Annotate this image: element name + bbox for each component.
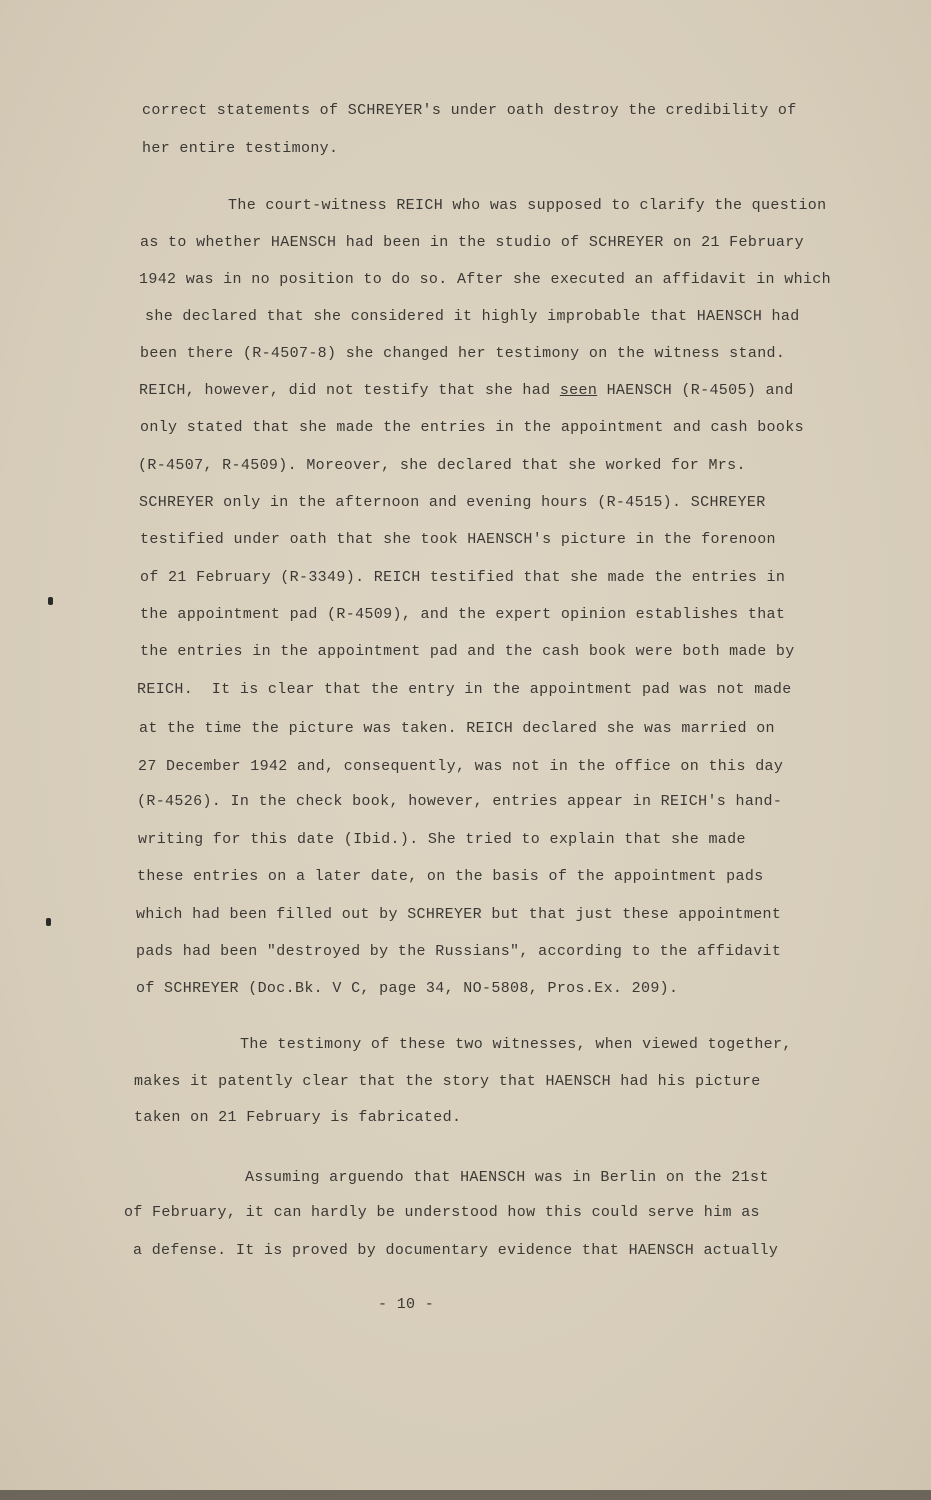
text-line: SCHREYER only in the afternoon and evening hours (R-4515). SCHREYER [139,494,766,511]
text-line: (R-4526). In the check book, however, entries appear in REICH's hand- [137,793,783,810]
text-line: testified under oath that she took HAENSCH's picture in the forenoon [140,531,776,548]
text-segment: REICH, however, did not testify that she had [139,382,560,399]
text-line: taken on 21 February is fabricated. [134,1109,462,1126]
text-segment: HAENSCH (R-4505) and [597,382,794,399]
text-line: only stated that she made the entries in the appointment and cash books [140,419,804,436]
page-number: - 10 - [378,1296,435,1313]
underlined-word: seen [559,382,598,399]
text-line: The testimony of these two witnesses, when viewed together, [240,1036,792,1053]
text-line: correct statements of SCHREYER's under oath destroy the credibility of [142,102,797,119]
text-line: of February, it can hardly be understood how this could serve him as [124,1204,760,1221]
punch-mark [46,918,51,926]
text-line: 27 December 1942 and, consequently, was not in the office on this day [138,758,784,775]
text-line: which had been filled out by SCHREYER but that just these appointment [136,906,782,923]
text-line [139,382,794,400]
page-bottom-edge [0,1490,931,1500]
text-line: the entries in the appointment pad and the cash book were both made by [140,643,795,660]
text-line: at the time the picture was taken. REICH declared she was married on [139,720,775,737]
text-line: been there (R-4507-8) she changed her testimony on the witness stand. [140,345,786,362]
text-line: as to whether HAENSCH had been in the studio of SCHREYER on 21 February [140,234,804,251]
text-line: Assuming arguendo that HAENSCH was in Berlin on the 21st [245,1169,769,1186]
text-line: The court-witness REICH who was supposed to clarify the question [228,197,827,214]
text-line: she declared that she considered it highly improbable that HAENSCH had [145,308,800,325]
text-line: REICH. It is clear that the entry in the appointment pad was not made [137,681,792,698]
text-line: 1942 was in no position to do so. After she executed an affidavit in which [139,271,832,288]
punch-mark [48,597,53,605]
text-line: pads had been "destroyed by the Russians", according to the affidavit [136,943,782,960]
text-line: (R-4507, R-4509). Moreover, she declared that she worked for Mrs. [138,457,746,474]
text-line: makes it patently clear that the story that HAENSCH had his picture [134,1073,761,1090]
text-line: the appointment pad (R-4509), and the expert opinion establishes that [140,606,786,623]
text-line: writing for this date (Ibid.). She tried to explain that she made [138,831,746,848]
text-line: of SCHREYER (Doc.Bk. V C, page 34, NO-5808, Pros.Ex. 209). [136,980,679,997]
text-line: of 21 February (R-3349). REICH testified that she made the entries in [140,569,786,586]
text-line: her entire testimony. [142,140,339,157]
text-line: these entries on a later date, on the basis of the appointment pads [137,868,764,885]
text-line: a defense. It is proved by documentary evidence that HAENSCH actually [133,1242,779,1259]
